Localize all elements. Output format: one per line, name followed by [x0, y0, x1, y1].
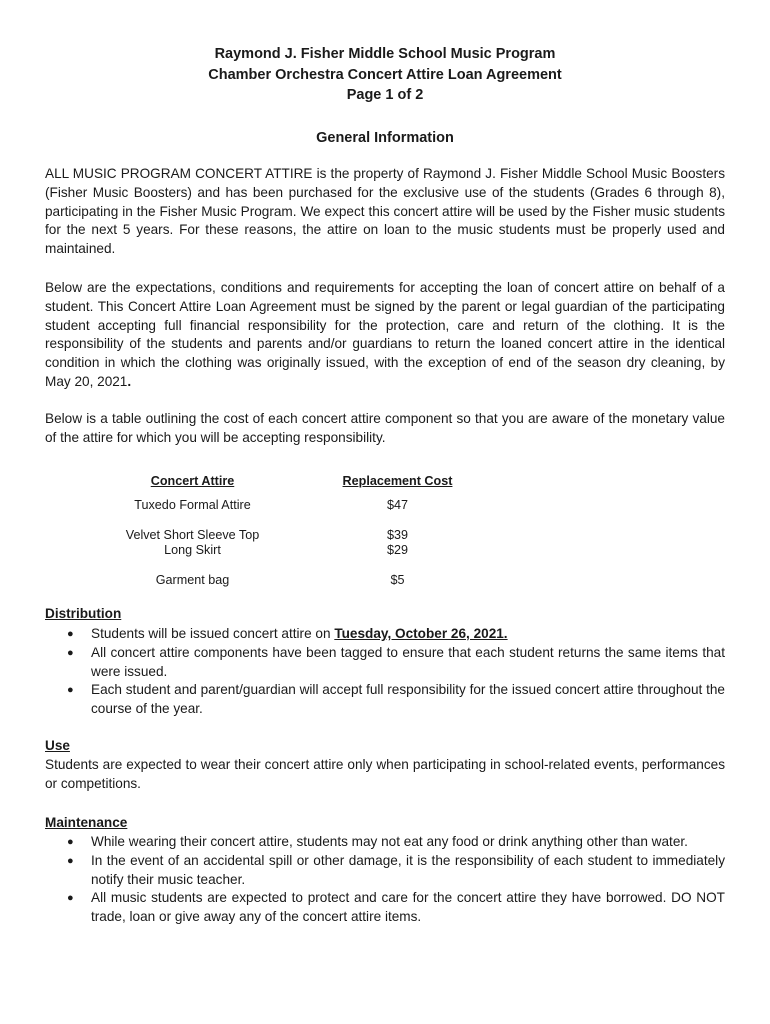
column-header-cost: Replacement Cost	[342, 474, 453, 488]
table-cell-item: Tuxedo Formal Attire	[134, 498, 251, 512]
table-cell-item: Garment bag	[155, 573, 230, 587]
cost-intro-paragraph: Below is a table outlining the cost of each concert attire component so that you are aware of the monetary value of the attire for which you will be accepting responsibility.	[45, 411, 725, 445]
list-item	[45, 644, 725, 682]
list-item	[45, 625, 725, 644]
expectations-paragraph	[45, 279, 725, 392]
table-cell-item: Velvet Short Sleeve Top	[125, 528, 260, 542]
responsibility-text: Each student and parent/guardian will accept full responsibility for the issued concert attire throughout the course of the year.	[91, 682, 725, 717]
bullet-icon: ●	[67, 628, 74, 640]
table-cell-item: Long Skirt	[164, 543, 221, 557]
document-header	[0, 44, 770, 106]
list-item	[45, 889, 725, 927]
distribution-heading: Distribution	[45, 606, 122, 621]
distribution-list	[45, 625, 725, 719]
table-cell-cost: $29	[386, 543, 408, 557]
bullet-icon: ●	[67, 892, 74, 905]
ownership-paragraph: ALL MUSIC PROGRAM CONCERT ATTIRE is the property of Raymond J. Fisher Middle School Music Boosters (Fisher Music Boosters) and has been purchased for the exclusive use of the students (Grades 6 through 8), participating in the Fisher Music Program. We expect this concert attire will be used by the Fisher music students for the next 5 years. For these reasons, the attire on loan to the music students must be properly used and maintained.	[45, 166, 725, 257]
bullet-icon: ●	[67, 646, 74, 659]
list-item	[45, 681, 725, 719]
bullet-icon: ●	[67, 854, 74, 867]
issue-date-text: Students will be issued concert attire on	[91, 626, 335, 641]
general-information-title: General Information	[316, 130, 454, 146]
expectations-period: .	[127, 373, 132, 389]
tagging-text: All concert attire components have been tagged to ensure that each student returns the same items that were issued.	[91, 644, 725, 679]
maintenance-heading: Maintenance	[45, 815, 128, 830]
bullet-icon: ●	[67, 836, 74, 848]
bullet-icon: ●	[67, 684, 74, 697]
column-header-attire: Concert Attire	[150, 474, 235, 488]
table-cell-cost: $5	[390, 573, 405, 587]
agreement-title: Chamber Orchestra Concert Attire Loan Agreement	[208, 66, 562, 83]
use-heading: Use	[45, 738, 70, 753]
damage-rule-text: In the event of an accidental spill or other damage, it is the responsibility of each student to immediately notify their music teacher.	[91, 852, 725, 887]
list-item	[45, 833, 725, 852]
table-cell-cost: $47	[386, 498, 408, 512]
page-number: Page 1 of 2	[346, 87, 424, 103]
school-program-title: Raymond J. Fisher Middle School Music Program	[214, 46, 556, 62]
table-cell-cost: $39	[386, 528, 408, 542]
use-paragraph: Students are expected to wear their concert attire only when participating in school-related events, performances or competitions.	[45, 757, 725, 791]
expectations-text: Below are the expectations, conditions and requirements for accepting the loan of concert attire on behalf of a student. This Concert Attire Loan Agreement must be signed by the parent or legal guardian of the participating student accepting full financial responsibility for the protection, care and return of the clothing. It is the responsibility of the students and parents and/or guardians to return the loaned concert attire in the identical condition in which the clothing was originally issued, with the exception of end of the season dry cleaning, by May 20, 2021	[45, 280, 725, 389]
maintenance-list	[45, 833, 725, 927]
issue-date: Tuesday, October 26, 2021.	[334, 626, 508, 641]
care-rule-text: All music students are expected to protect and care for the concert attire they have borrowed. DO NOT trade, loan or give away any of the concert attire items.	[91, 890, 725, 925]
food-rule-text: While wearing their concert attire, students may not eat any food or drink anything other than water.	[91, 834, 688, 849]
list-item	[45, 852, 725, 890]
